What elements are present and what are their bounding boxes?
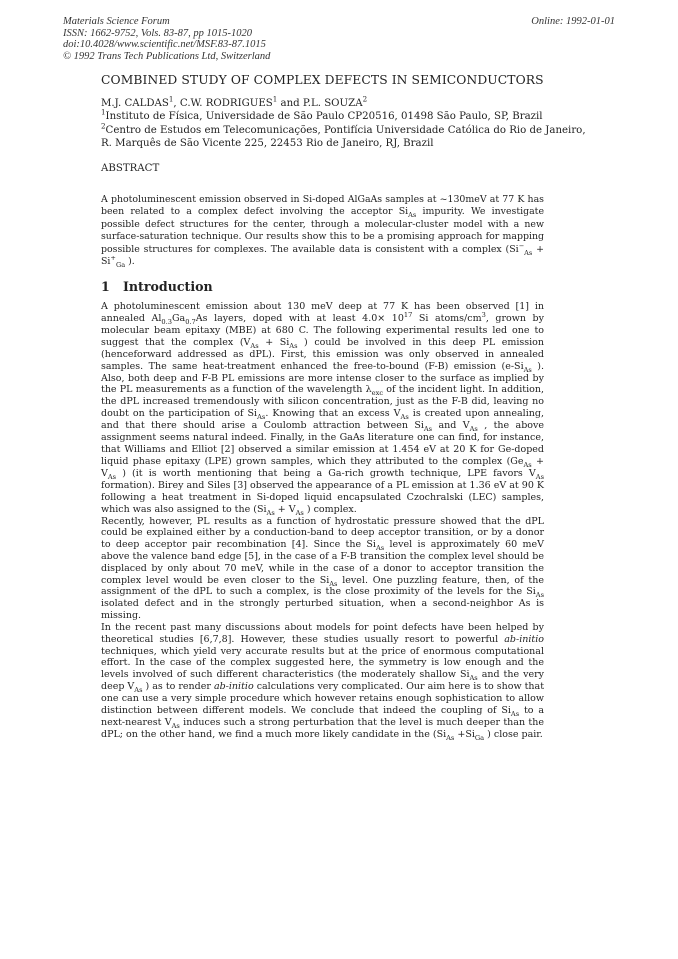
introduction-body [101, 301, 544, 740]
section-number: 1 [101, 279, 110, 294]
online-date: Online: 1992-01-01 [531, 16, 615, 27]
copyright-line: © 1992 Trans Tech Publications Ltd, Switzerland [63, 50, 271, 62]
abstract-text: A photoluminescent emission observed in Si-doped AlGaAs samples at ~130meV at 77 K has been related to a complex defect involving the acceptor $Si_{As}$ impurity. We investigate possible defect structures for the center, through a molecular-cluster model with a new surface-saturation technique. Our results show this to be a promising approach for mapping possible structures for complexes. The available data is consistent with a complex ($Si^-_{As} + Si^+_{Ga}$ ). [101, 194, 544, 269]
author-block [101, 94, 586, 150]
section-heading [101, 279, 213, 294]
affiliation-1: $^1$Instituto de Física, Universidade de São Paulo CP20516, 01498 São Paulo, SP, Brazil [101, 107, 543, 123]
journal-name: Materials Science Forum [63, 16, 170, 27]
section-title: Introduction [123, 279, 213, 294]
body-paragraph-1: A photoluminescent emission about 130 meV deep at 77 K has been observed [1] in annealed $Al_{0.3}Ga_{0.7}As$ layers, doped with at least $4.0\times 10^{17}$ Si atoms/$cm^3$, grown by molecular beam epitaxy (MBE) at 680 C. The following experimental results led one to suggest that the complex ($V_{As} + Si_{As}$ ) could be involved in this deep PL emission (henceforward addressed as dPL). First, this emission was only observed in annealed samples. The same heat-treatment enhanced the free-to-bound (F-B) emission ($e-Si_{As}$ ). Also, both deep and F-B PL emissions are more intense closer to the surface as implied by the PL measurements as a function of the wavelength $\lambda_{exc}$ of the incident light. In addition, the dPL increased tremendously with silicon concentration, just as the F-B did, leaving no doubt on the participation of $Si_{As}$. Knowing that an excess $V_{As}$ is created upon annealing, and that there should arise a Coulomb attraction between $Si_{As}$ and $V_{As}$ , the above assignment seems natural indeed. Finally, in the GaAs literature one can find, for instance, that Williams and Elliot [2] observed a similar emission at 1.454 eV at 20 K for Ge-doped liquid phase epitaxy (LPE) grown samples, which they attributed to the complex ($Ge_{As} + V_{As}$ ) (it is worth mentioning that being a Ga-rich growth technique, LPE favors $V_{As}$ formation). Birey and Siles [3] observed the appearance of a PL emission at 1.36 eV at 90 K following a heat treatment in Si-doped liquid encapsulated Czochralski (LEC) samples, which was also assigned to the ($Si_{As} + V_{As}$ ) complex. [101, 301, 545, 517]
body-paragraph-2: Recently, however, PL results as a function of hydrostatic pressure showed that the dPL could be explained either by a conduction-band to deep acceptor transition, or by a donor to deep acceptor pair recombination [4]. Since the $Si_{As}$ level is approximately 60 meV above the valence band edge [5], in the case of a F-B transition the complex level should be displaced by only about 70 meV, while in the case of a donor to acceptor transition the complex level would be even closer to the $Si_{As}$ level. One puzzling feature, then, of the assignment of the dPL to such a complex, is the close proximity of the levels for the $Si_{As}$ isolated defect and in the strongly perturbed situation, when a second-neighbor As is missing. [101, 515, 544, 622]
doi-line: doi:10.4028/www.scientific.net/MSF.83-87.1015 [63, 39, 266, 50]
body-paragraph-3: In the recent past many discussions about models for point defects have been helped by theoretical studies [6,7,8]. However, these studies usually resort to powerful ab-initio techniques, which yield very accurate results but at the price of enormous computational effort. In the case of the complex suggested here, the symmetry is low enough and the levels involved of such different characteristics (the moderately shallow $Si_{As}$ and the very deep $V_{As}$ ) as to render ab-initio calculations very complicated. Our aim here is to show that one can use a very simple procedure which however retains enough sophistication to allow distinction between different models. We conclude that indeed the coupling of $Si_{As}$ to a next-nearest $V_{As}$ induces such a strong perturbation that the level is much deeper than the dPL; on the other hand, we find a much more likely candidate in the ($Si_{As} +Si_{Ga}$ ) close pair. [101, 621, 545, 742]
abstract-heading: ABSTRACT [101, 163, 160, 174]
author-line: M.J. CALDAS$^1$, C.W. RODRIGUES$^1$ and P.L. SOUZA$^2$ [101, 94, 368, 109]
journal-header [63, 16, 270, 62]
affiliation-2-line-2: R. Marquês de São Vicente 225, 22453 Rio de Janeiro, RJ, Brazil [101, 137, 434, 149]
affiliation-2-line-1: $^2$Centro de Estudos em Telecomunicações, Pontifícia Universidade Católica do Rio de Janeiro, [101, 121, 586, 136]
issn-line: ISSN: 1662-9752, Vols. 83-87, pp 1015-1020 [63, 27, 252, 39]
paper-title: COMBINED STUDY OF COMPLEX DEFECTS IN SEMICONDUCTORS [101, 73, 544, 87]
